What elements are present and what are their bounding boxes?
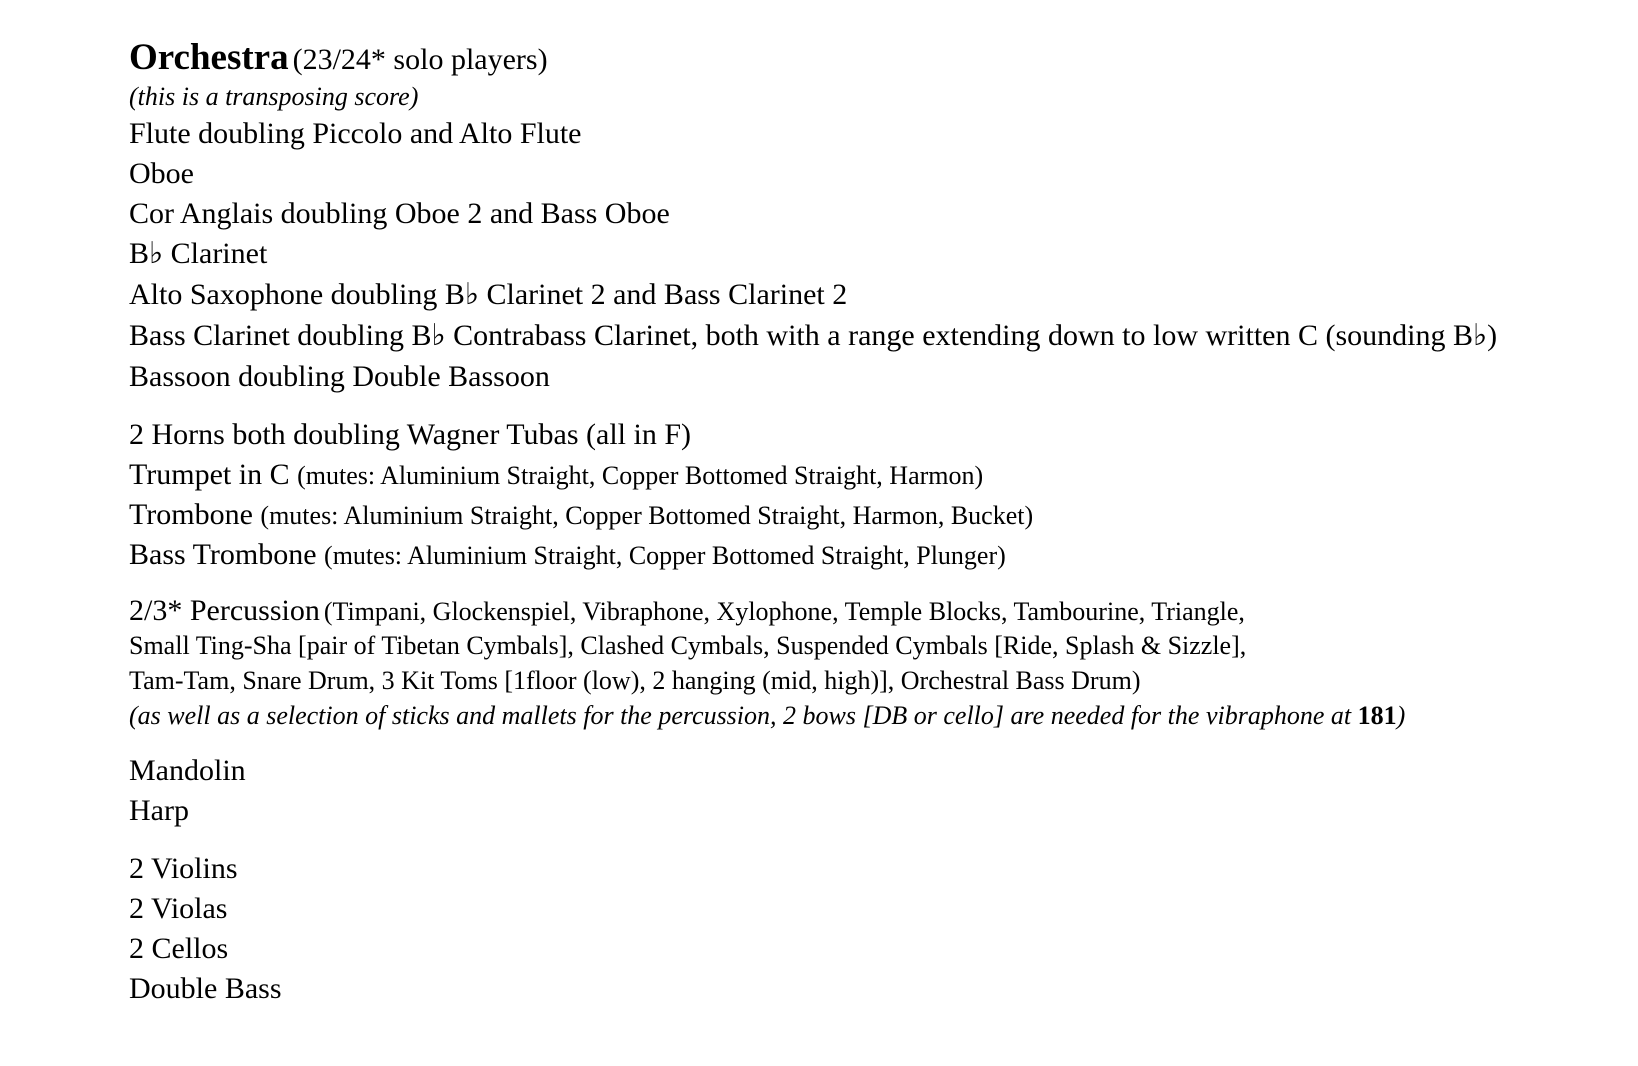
instrument-line: Mandolin bbox=[129, 754, 246, 787]
percussion-list: (Timpani, Glockenspiel, Vibraphone, Xylophone, Temple Blocks, Tambourine, Triangle, bbox=[323, 597, 1245, 626]
instrument-name: Trombone bbox=[129, 498, 253, 531]
instrument-line: 2 Violas bbox=[129, 892, 228, 925]
plucked-section bbox=[129, 751, 1609, 831]
section-gap bbox=[129, 733, 1609, 751]
instrument-name: Trumpet in C bbox=[129, 458, 290, 491]
instrument-line: Double Bass bbox=[129, 972, 282, 1005]
section-gap bbox=[129, 831, 1609, 849]
percussion-list: Tam-Tam, Snare Drum, 3 Kit Toms [1floor (low), 2 hanging (mid, high)], Orchestral Bass Drum) bbox=[129, 666, 1141, 695]
instrument-line: 2 Violins bbox=[129, 852, 238, 885]
instrument-line: Bass Clarinet doubling B♭ Contrabass Clarinet, both with a range extending down to low written C (sounding B♭) bbox=[129, 319, 1498, 352]
bar-number: 181 bbox=[1357, 701, 1397, 730]
instrument-line: Harp bbox=[129, 794, 189, 827]
section-gap bbox=[129, 575, 1609, 593]
instrumentation-page bbox=[129, 36, 1609, 1009]
woodwinds-section bbox=[129, 114, 1609, 397]
instrument-line bbox=[129, 535, 1609, 575]
mutes-note: (mutes: Aluminium Straight, Copper Bottomed Straight, Plunger) bbox=[324, 541, 1006, 570]
percussion-section bbox=[129, 593, 1609, 733]
percussion-note-end: ) bbox=[1396, 701, 1406, 730]
mutes-note: (mutes: Aluminium Straight, Copper Bottomed Straight, Harmon) bbox=[297, 461, 984, 490]
instrument-line: Alto Saxophone doubling B♭ Clarinet 2 and Bass Clarinet 2 bbox=[129, 278, 848, 311]
instrument-line: Oboe bbox=[129, 157, 194, 190]
instrument-line: 2 Cellos bbox=[129, 932, 229, 965]
strings-section bbox=[129, 849, 1609, 1009]
instrument-line bbox=[129, 495, 1609, 535]
brass-section bbox=[129, 415, 1609, 575]
instrument-name: 2 Horns both doubling Wagner Tubas (all in F) bbox=[129, 418, 692, 451]
percussion-note-text: (as well as a selection of sticks and mallets for the percussion, 2 bows [DB or cello] are needed for the vibraphone at bbox=[129, 701, 1358, 730]
instrument-line bbox=[129, 415, 1609, 455]
percussion-heading: 2/3* Percussion bbox=[129, 594, 320, 627]
transposing-note: (this is a transposing score) bbox=[129, 82, 419, 111]
page-subtitle: (23/24* solo players) bbox=[292, 43, 548, 76]
section-gap bbox=[129, 397, 1609, 415]
instrument-line: B♭ Clarinet bbox=[129, 237, 268, 270]
instrument-line: Flute doubling Piccolo and Alto Flute bbox=[129, 117, 582, 150]
percussion-list: Small Ting-Sha [pair of Tibetan Cymbals], Clashed Cymbals, Suspended Cymbals [Ride, Splash & Sizzle], bbox=[129, 631, 1247, 660]
instrument-line: Cor Anglais doubling Oboe 2 and Bass Oboe bbox=[129, 197, 670, 230]
instrument-line: Bassoon doubling Double Bassoon bbox=[129, 360, 550, 393]
percussion-line bbox=[129, 593, 1609, 628]
mutes-note: (mutes: Aluminium Straight, Copper Bottomed Straight, Harmon, Bucket) bbox=[260, 501, 1034, 530]
page-title: Orchestra bbox=[129, 37, 289, 78]
instrument-name: Bass Trombone bbox=[129, 538, 317, 571]
instrument-line bbox=[129, 455, 1609, 495]
percussion-note bbox=[129, 698, 1609, 733]
title-line bbox=[129, 36, 1609, 80]
